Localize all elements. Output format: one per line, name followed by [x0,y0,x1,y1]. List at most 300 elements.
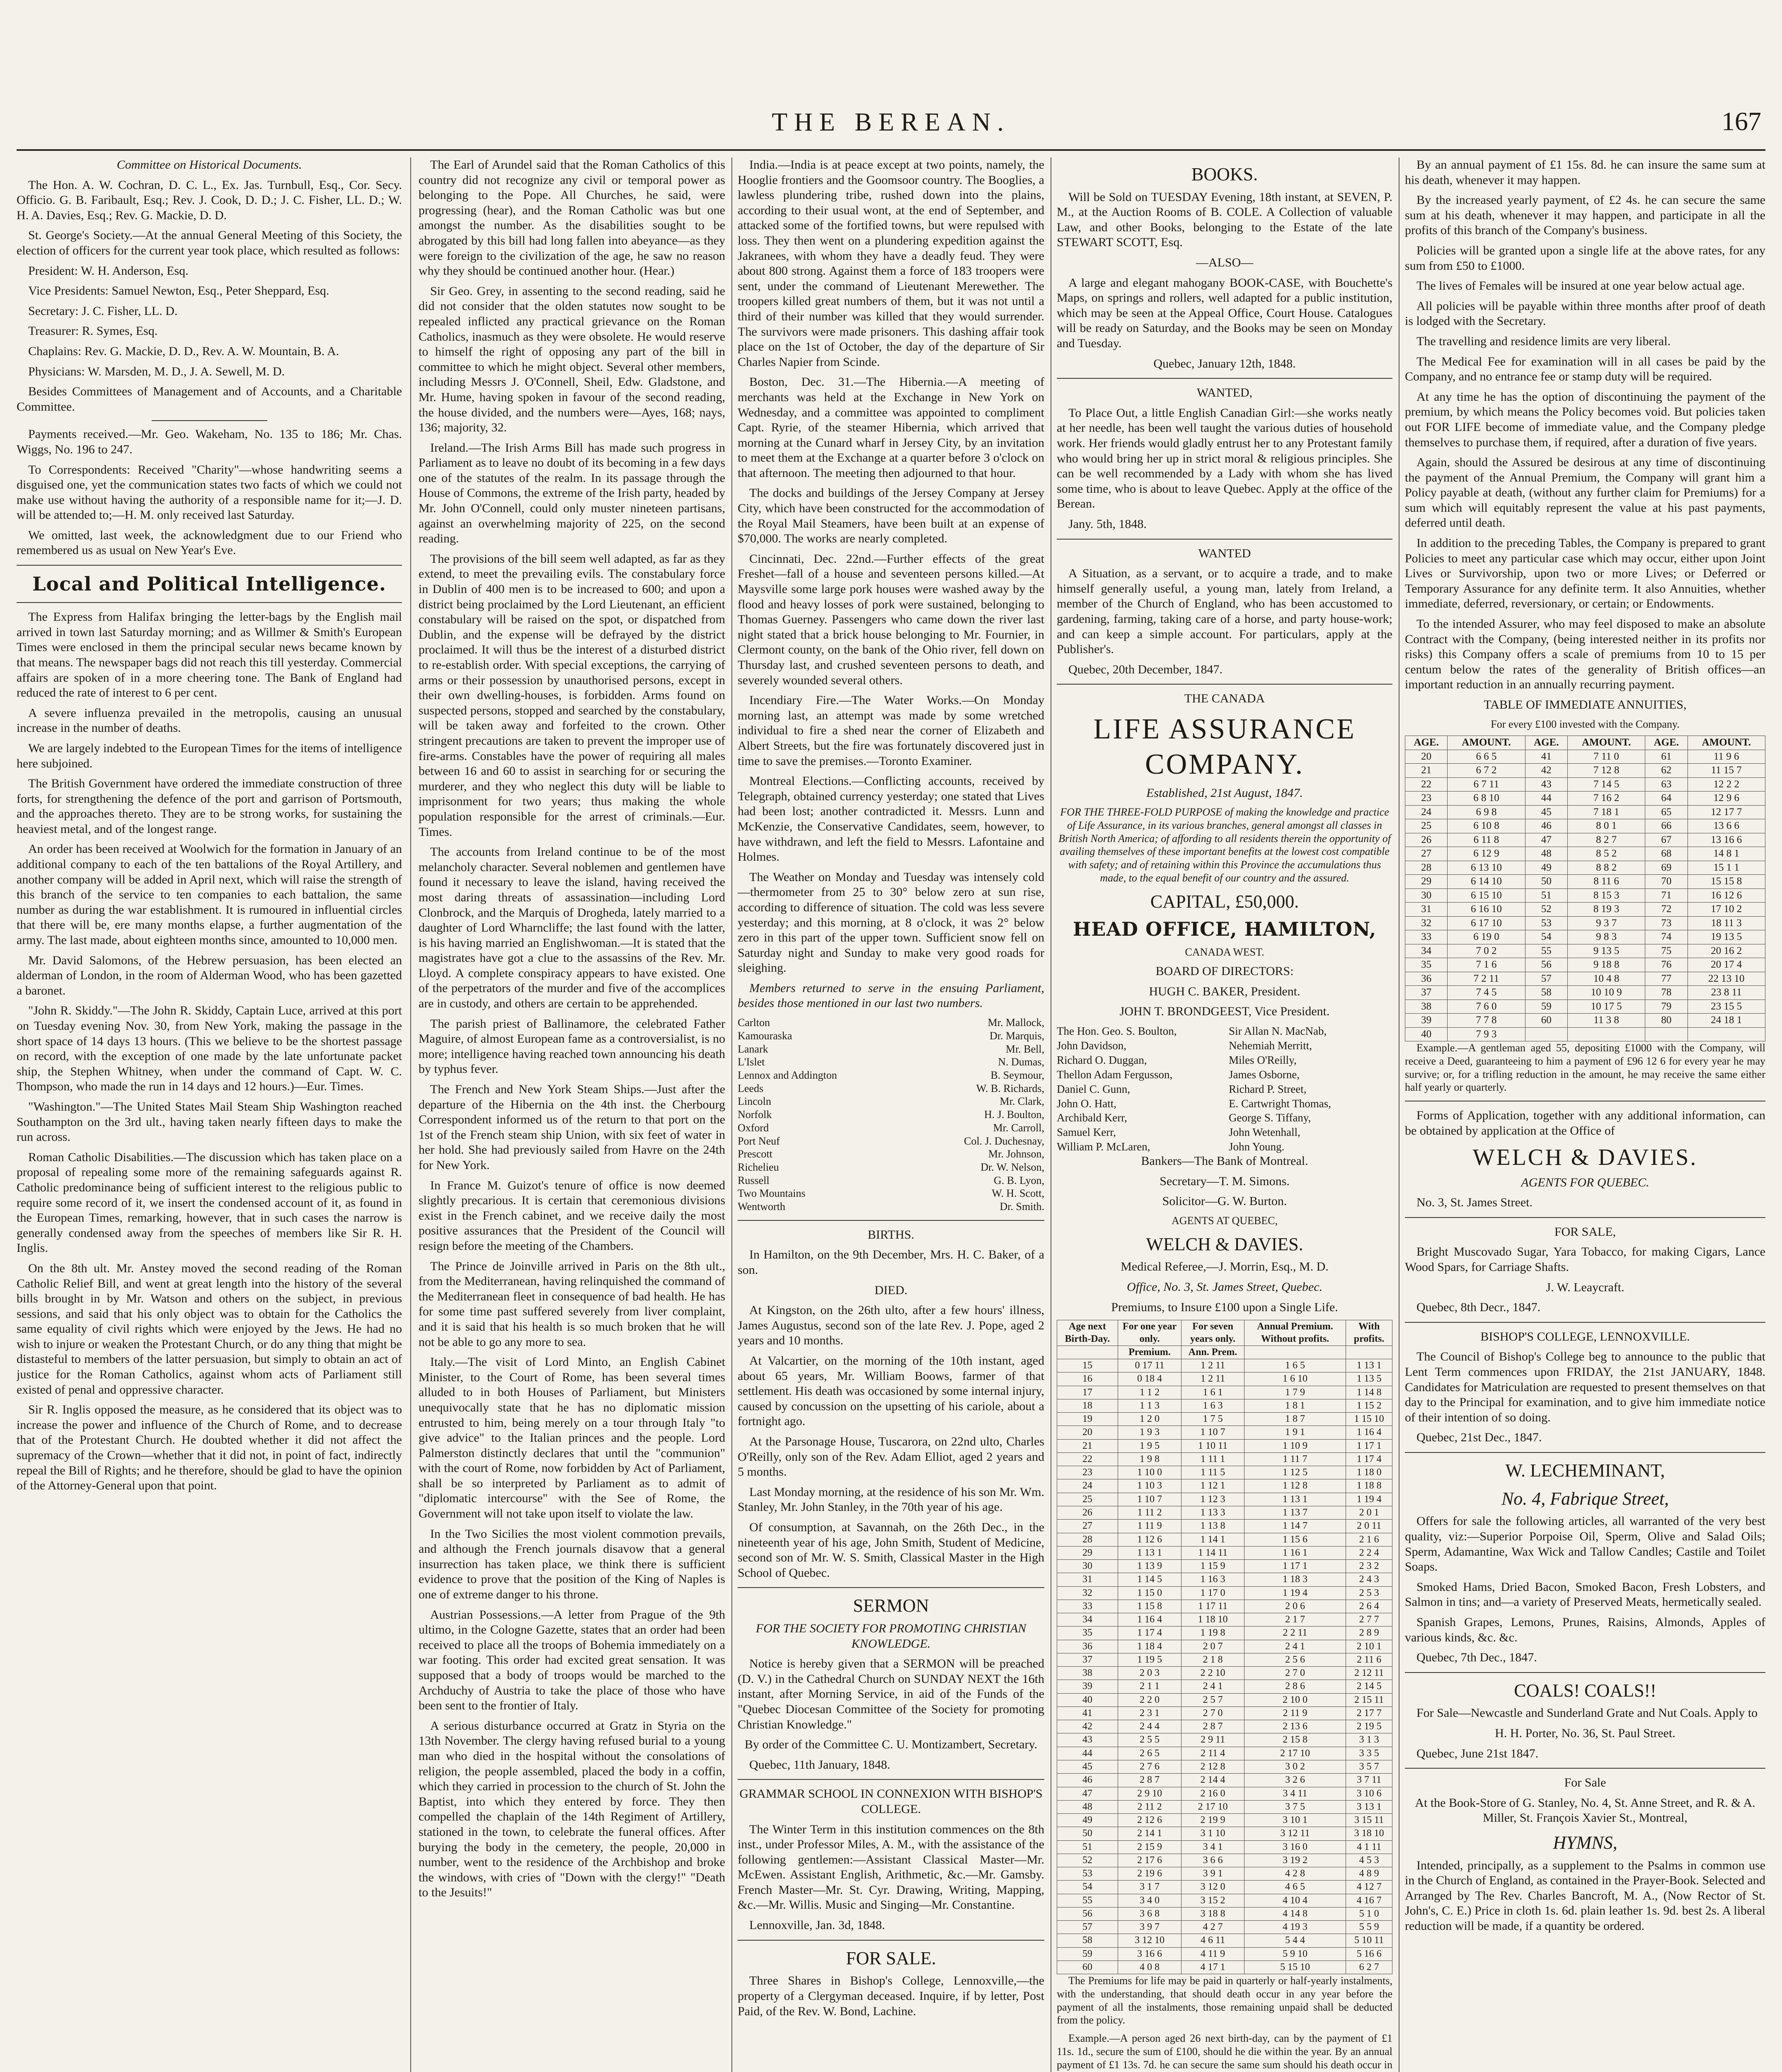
table-cell: 2 2 4 [1346,1546,1392,1559]
table-cell: 80 [1645,1014,1688,1028]
table-cell: 3 4 1 [1182,1840,1244,1854]
table-cell: 1 8 7 [1244,1413,1346,1426]
table-cell: 5 15 10 [1244,1961,1346,1974]
column-3 [738,157,1044,2072]
table-cell: 1 14 1 [1182,1533,1244,1546]
vice-president: JOHN T. BRONDGEEST, Vice President. [1119,1005,1330,1019]
table-cell: 2 13 6 [1244,1720,1346,1733]
director: James Osborne, [1229,1068,1300,1081]
table-cell: 3 2 6 [1244,1774,1346,1787]
table-cell: 49 [1057,1814,1118,1827]
table-cell: 3 18 8 [1182,1907,1244,1920]
table-cell: 3 12 11 [1244,1827,1346,1840]
member-row: Russell G. B. Lyon, [738,1174,1044,1186]
table-cell: 3 16 0 [1244,1840,1346,1854]
annuity-row [1405,1000,1765,1014]
table-cell: 2 0 6 [1244,1600,1346,1613]
table-subheader-row: Premium. Ann. Prem. [1057,1346,1392,1359]
table-cell: 70 [1645,875,1688,889]
table-cell: 2 7 0 [1244,1667,1346,1680]
table-cell: 39 [1057,1680,1118,1693]
table-cell: 4 6 11 [1182,1934,1244,1947]
grammar-school-text: The Winter Term in this institution commences on the 8th inst., under Professor Miles, A. M., with the assistance of the following gentlemen:—Assistant Classical Master—Mr. McEwen. Assistant English, Arithmetic, &c.—Mr. Gamsby. French Master—Mr. St. Cyr. Drawing, Writing, Mapping, &c.—Mr. Willis. Music and Singing—Mr. Constantine. [738,1822,1044,1912]
premium-row [1057,1921,1392,1934]
annuity-row [1405,819,1765,833]
table-cell: 41 [1057,1706,1118,1720]
table-cell: 17 [1057,1386,1118,1399]
table-cell: 1 17 4 [1346,1452,1392,1466]
table-cell: 2 5 6 [1244,1653,1346,1666]
premium-row [1057,1466,1392,1479]
annuity-row [1405,903,1765,917]
news-paragraph: Roman Catholic Disabilities.—The discussion which has taken place on a proposal of repealing some more of the remaining safeguards against R. Catholic predominance being of sufficient interest to the religious public to require some record of it, we insert the condensed account of it, as found in the European Times, remarking, however, that in such cases the narrow is generally condensed away from the speeches of members like Sir R. H. Inglis. [17,1150,402,1255]
premiums-title: Premiums, to Insure £100 upon a Single Life. [1111,1300,1338,1314]
table-cell: 3 12 10 [1118,1934,1182,1947]
member-row: Oxford Mr. Carroll, [738,1121,1044,1134]
table-cell: 78 [1645,986,1688,1000]
officer-line: Chaplains: Rev. G. Mackie, D. D., Rev. A. W. Mountain, B. A. [28,344,339,358]
table-cell: 67 [1645,833,1688,847]
grammar-school-heading: GRAMMAR SCHOOL IN CONNEXION WITH BISHOP'S COLLEGE. [739,1787,1043,1816]
table-cell: 59 [1525,1000,1567,1014]
premium-row [1057,1493,1392,1506]
table-cell: 1 9 1 [1244,1426,1346,1439]
table-cell: 2 11 6 [1346,1653,1392,1666]
table-cell: 1 13 3 [1182,1506,1244,1519]
table-cell: 1 13 1 [1346,1359,1392,1372]
solicitor: Solicitor—G. W. Burton. [1162,1194,1287,1208]
table-cell: 3 10 6 [1346,1787,1392,1800]
table-cell: 38 [1057,1667,1118,1680]
canada-label: THE CANADA [1184,692,1265,706]
table-cell: 20 17 4 [1688,958,1765,972]
table-cell: 7 1 6 [1448,958,1525,972]
books-also-text: A large and elegant mahogany BOOK-CASE, with Bouchette's Maps, on springs and rollers, well adapted for a public institution, which may be seen at the Appeal Office, Court House. Catalogues will be ready on Saturday, and the Books may be seen on Monday and Tuesday. [1057,276,1392,351]
table-cell: 1 9 3 [1118,1426,1182,1439]
table-cell: 1 16 3 [1182,1573,1244,1586]
table-cell: 4 8 9 [1346,1867,1392,1881]
bishops-college-heading: BISHOP'S COLLEGE, LENNOXVILLE. [1480,1329,1690,1343]
premium-row [1057,1520,1392,1533]
death-notice: Of consumption, at Savannah, on the 26th Dec., in the nineteenth year of his age, John Smith, Student of Medicine, second son of Mr. W. S. Smith, Classical Master in the High School of Quebec. [738,1520,1044,1580]
column-rule [410,157,411,2072]
table-cell: 12 2 2 [1688,777,1765,792]
table-cell: 3 6 8 [1118,1907,1182,1920]
table-cell: 2 4 3 [1346,1573,1392,1586]
table-cell: 29 [1405,875,1448,889]
premium-row [1057,1680,1392,1693]
table-cell: 3 15 2 [1182,1894,1244,1907]
director: Archibald Kerr, [1057,1111,1127,1124]
sale-text: Bright Muscovado Sugar, Yara Tobacco, for making Cigars, Lance Wood Spars, for Carriage Shafts. [1405,1245,1765,1274]
table-cell: 1 16 4 [1118,1613,1182,1627]
director: The Hon. Geo. S. Boulton, [1057,1024,1177,1037]
member-row: Carlton Mr. Mallock, [738,1017,1044,1029]
column-rule [731,157,732,2072]
table-cell: 1 10 7 [1182,1426,1244,1439]
director: Nehemiah Merritt, [1229,1039,1312,1052]
for-sale-heading: FOR SALE. [846,1948,936,1968]
premiums-note: The Premiums for life may be paid in quarterly or half-yearly instalments, with the understanding, that should death occur in any year before the payment of all the instalments, those remaining unpaid shall be deducted from the policy. [1057,1975,1392,2026]
table-cell: 74 [1645,930,1688,944]
member-row: L'Islet N. Dumas, [738,1056,1044,1068]
officer-line: Secretary: J. C. Fisher, LL. D. [28,304,178,318]
premium-row [1057,1372,1392,1386]
table-cell: 2 12 8 [1182,1760,1244,1774]
director: John Davidson, [1057,1039,1126,1052]
table-cell: 20 [1057,1426,1118,1439]
policy-paragraph: The lives of Females will be insured at one year below actual age. [1416,279,1745,293]
annuity-row [1405,986,1765,1000]
table-cell: 1 13 7 [1244,1506,1346,1519]
table-cell: 1 19 8 [1182,1627,1244,1640]
table-cell: 47 [1525,833,1567,847]
news-paragraph: On the 8th ult. Mr. Anstey moved the second reading of the Roman Catholic Relief Bill, and went at great length into the history of the several bills brought in by Mr. Watson and others on the subject, in previous sessions, and said that his only object was to obtain for the Catholics the same equality of civil rights which were enjoyed by the Jews. He had no wish to injure or weaken the Protestant Church, or do any thing that might be distasteful to members of the latter persuasion, but simply to obtain an act of justice for the Roman Catholics, against whom acts of Parliament still existed of penal and oppressive character. [17,1261,402,1397]
table-cell: 2 5 3 [1346,1586,1392,1600]
table-cell: 8 5 2 [1567,847,1645,861]
annuity-subtitle: For every £100 invested with the Company. [1491,718,1680,730]
table-cell: 7 14 5 [1567,777,1645,792]
table-cell: 1 6 5 [1244,1359,1346,1372]
table-cell: 31 [1057,1573,1118,1586]
table-cell: 13 16 6 [1688,833,1765,847]
divider [1405,1322,1765,1323]
divider [17,565,402,566]
member-row: Lanark Mr. Bell, [738,1043,1044,1055]
table-cell: 6 19 0 [1448,930,1525,944]
divider [738,1779,1044,1780]
board-heading: BOARD OF DIRECTORS: [1155,964,1294,978]
table-cell: 6 8 10 [1448,792,1525,806]
table-cell: 47 [1057,1787,1118,1800]
table-cell: 2 0 11 [1346,1520,1392,1533]
table-cell: 1 17 1 [1346,1439,1392,1452]
table-cell: 3 9 7 [1118,1921,1182,1934]
news-paragraph: The Express from Halifax bringing the letter-bags by the English mail arrived in town last Saturday morning; and as Willmer & Smith's European Times were enclosed in them the principal secular news became known by that means. The newspaper bags did not reach this till yesterday. Commercial affairs are spoken of in a more cheering tone. The Bank of England had reduced the rate of interest to 6 per cent. [17,610,402,700]
table-cell: 1 13 1 [1118,1546,1182,1559]
table-cell: 4 16 7 [1346,1894,1392,1907]
annuity-row [1405,1014,1765,1028]
table-cell: 1 18 8 [1346,1479,1392,1493]
medical-referee: Medical Referee,—J. Morrin, Esq., M. D. [1121,1260,1329,1274]
table-cell: 3 7 11 [1346,1774,1392,1787]
payments-received: Payments received.—Mr. Geo. Wakeham, No. 135 to 186; Mr. Chas. Wiggs, No. 196 to 247. [17,427,402,456]
table-cell: 1 6 1 [1182,1386,1244,1399]
table-cell: 23 [1405,792,1448,806]
table-cell: 7 4 5 [1448,986,1525,1000]
table-cell: 5 16 6 [1346,1947,1392,1961]
table-cell: 16 12 6 [1688,888,1765,903]
table-cell: 36 [1405,972,1448,986]
table-cell: 2 3 2 [1346,1560,1392,1573]
premium-row [1057,1733,1392,1747]
table-cell: 54 [1525,930,1567,944]
table-cell: 2 11 9 [1244,1706,1346,1720]
table-cell: 1 15 8 [1118,1600,1182,1613]
table-cell: 1 16 1 [1244,1546,1346,1559]
sermon-heading: SERMON [853,1595,929,1616]
table-cell: 3 3 5 [1346,1747,1392,1760]
table-cell: 7 6 0 [1448,1000,1525,1014]
table-cell: 46 [1525,819,1567,833]
table-cell: 6 11 8 [1448,833,1525,847]
premium-row [1057,1386,1392,1399]
news-paragraph: Cincinnati, Dec. 22nd.—Further effects of the great Freshet—fall of a house and seventeen persons killed.—At Maysville some large pork houses were washed away by the flood and heavy losses of pork were sustained, belonging to Thomas Guerney. Passengers who came down the river last night stated that a brick house belonging to Mr. Fournier, in Clermont county, on the bank of the Ohio river, fell down on Thursday last, and crushed seventeen persons to death, and severely wounded several others. [738,552,1044,687]
table-cell: 20 [1405,750,1448,764]
premium-row [1057,1693,1392,1706]
table-cell: 3 10 1 [1244,1814,1346,1827]
table-cell: 37 [1405,986,1448,1000]
column-2 [419,157,725,2072]
wanted-heading: WANTED [1198,546,1251,560]
table-cell: 1 14 7 [1244,1520,1346,1533]
member-row: Wentworth Dr. Smith. [738,1201,1044,1213]
table-cell: 2 10 1 [1346,1640,1392,1653]
table-cell: 55 [1057,1894,1118,1907]
member-row: Kamouraska Dr. Marquis, [738,1029,1044,1042]
premiums-example: Example.—A person aged 26 next birth-day, can by the payment of £1 11s. 1d., secure the sum of £100, should he die within the year. By an annual payment of £1 13s. 7d. he can secure the same sum should his death occur in [1057,2032,1392,2071]
premium-row [1057,1840,1392,1854]
table-cell: 6 13 10 [1448,861,1525,875]
annuity-example: Example.—A gentleman aged 55, depositing £1000 with the Company, will receive a Deed, guaranteeing to him a payment of £96 12 6 for every year he may survive; or, for a trifling reduction in the amount, he may receive the same either half yearly or quarterly. [1405,1042,1765,1094]
annuity-row [1405,930,1765,944]
table-cell: 15 15 8 [1688,875,1765,889]
news-paragraph: A severe influenza prevailed in the metropolis, causing an unusual increase in the number of deaths. [17,706,402,735]
table-cell: 1 17 0 [1182,1586,1244,1600]
director: Samuel Kerr, [1057,1126,1116,1139]
divider [152,420,267,421]
secretary: Secretary—T. M. Simons. [1160,1174,1290,1188]
table-cell: 3 4 11 [1244,1787,1346,1800]
table-cell: 1 11 1 [1182,1452,1244,1466]
member-row: Two Mountains W. H. Scott, [738,1187,1044,1200]
officers-list [17,264,402,380]
table-cell: 49 [1525,861,1567,875]
table-cell: 18 [1057,1399,1118,1412]
table-cell: 4 5 3 [1346,1854,1392,1867]
table-cell: 27 [1057,1520,1118,1533]
table-cell: 3 1 10 [1182,1827,1244,1840]
table-cell: 3 13 1 [1346,1800,1392,1813]
for-sale-heading: For Sale [1564,1776,1606,1790]
books-text: Will be Sold on TUESDAY Evening, 18th instant, at SEVEN, P. M., at the Auction Rooms of B. COLE. A Collection of valuable Law, and other Books, belonging to the Estate of the late STEWART SCOTT, Esq. [1057,190,1392,249]
table-cell: 2 2 10 [1182,1667,1244,1680]
table-cell: 3 15 11 [1346,1814,1392,1827]
table-cell: 30 [1405,888,1448,903]
newspaper-title: THE BEREAN. [772,108,1010,136]
table-cell: 9 8 3 [1567,930,1645,944]
officer-line: President: W. H. Anderson, Esq. [28,264,189,278]
director: Richard P. Street, [1229,1082,1307,1095]
table-cell: 4 19 3 [1244,1921,1346,1934]
table-cell: 1 13 9 [1118,1560,1182,1573]
table-cell: 58 [1057,1934,1118,1947]
annuities-table [1405,736,1765,1041]
news-paragraph: Sir R. Inglis opposed the measure, as he considered that its object was to increase the power and influence of the Church of Rome, and to decrease that of the Protestant Church. He doubted whether it did not affect the supremacy of the Crown—whether that it did not, in point of fact, indirectly repeal the Bill of Rights; and he therefore, should be glad to have the opinion of the Attorney-General upon that point. [17,1403,402,1493]
table-cell: 7 7 8 [1448,1014,1525,1028]
table-cell: 60 [1057,1961,1118,1974]
member-row: Lincoln Mr. Clark, [738,1095,1044,1108]
table-cell: 51 [1525,888,1567,903]
table-cell: 7 16 2 [1567,792,1645,806]
divider [738,1220,1044,1221]
director: John O. Hatt, [1057,1097,1116,1110]
table-cell: 10 10 9 [1567,986,1645,1000]
table-cell: 36 [1057,1640,1118,1653]
table-cell: 14 8 1 [1688,847,1765,861]
table-cell: 44 [1057,1747,1118,1760]
table-cell: 2 14 4 [1182,1774,1244,1787]
table-cell: 22 13 10 [1688,972,1765,986]
officer-line: Vice Presidents: Samuel Newton, Esq., Peter Sheppard, Esq. [28,284,329,298]
table-cell: 2 6 4 [1346,1600,1392,1613]
table-cell: 34 [1405,944,1448,958]
director: Sir Allan N. MacNab, [1229,1024,1327,1037]
divider [1405,1768,1765,1769]
premium-row [1057,1533,1392,1546]
table-cell: 6 6 5 [1448,750,1525,764]
table-cell: 1 14 11 [1182,1546,1244,1559]
premium-row [1057,1627,1392,1640]
policy-paragraph: In addition to the preceding Tables, the Company is prepared to grant Policies to meet any particular case which may occur, either upon Joint Lives or Survivorship, upon two or more Lives; or Deferred or Temporary Assurance for any definite term. It also Annuities, whether immediate, deferred, reversionary, or certain; or Endowments. [1405,536,1765,611]
table-cell: 5 5 9 [1346,1921,1392,1934]
wanted-text: A Situation, as a servant, or to acquire a trade, and to make himself generally useful, a young man, lately from Ireland, a member of the Church of England, who has been accustomed to gardening, farming, taking care of a horse, and party house-work; and can keep a simple account. For particulars, apply at the Publisher's. [1057,566,1392,656]
table-cell: 45 [1057,1760,1118,1774]
members-heading: Members returned to serve in the ensuing Parliament, besides those mentioned in our last two numbers. [738,981,1044,1010]
lecheminant-address: No. 4, Fabrique Street, [1501,1488,1669,1509]
premium-row [1057,1867,1392,1881]
table-cell: 1 16 4 [1346,1426,1392,1439]
news-paragraph: The docks and buildings of the Jersey Company at Jersey City, which have been constructed for the accommodation of the Royal Mail Steamers, have been built at an expense of $70,000. The works are nearly completed. [738,486,1044,546]
for-sale-text: Three Shares in Bishop's College, Lennoxville,—the property of a Clergyman deceased. Inquire, if by letter, Post Paid, of the Rev. W. Bond, Lachine. [738,1974,1044,2018]
table-cell: 33 [1405,930,1448,944]
table-cell: 2 8 7 [1118,1774,1182,1787]
table-cell [1567,1027,1645,1041]
section-heading: Local and Political Intelligence. [32,573,386,595]
books-date: Quebec, January 12th, 1848. [1153,356,1296,370]
also-label: —ALSO— [1196,256,1254,270]
table-cell: 48 [1057,1800,1118,1813]
death-notice: At Kingston, on the 26th ulto, after a few hours' illness, James Augustus, second son of the late Rev. J. Pope, aged 2 years and 10 months. [738,1303,1044,1348]
annuity-row [1405,944,1765,958]
premium-row [1057,1720,1392,1733]
table-cell: 2 7 6 [1118,1760,1182,1774]
table-cell: 3 1 3 [1346,1733,1392,1747]
annuity-row [1405,777,1765,792]
hymns-heading: HYMNS, [1553,1832,1617,1853]
head-office: HEAD OFFICE, HAMILTON, [1073,918,1377,941]
policy-paragraph: The Medical Fee for examination will in all cases be paid by the Company, and no entrance fee or stamp duty will be required. [1405,354,1765,384]
annuity-row [1405,888,1765,903]
table-cell: 21 [1057,1439,1118,1452]
table-cell: 23 15 5 [1688,1000,1765,1014]
table-cell: 10 4 8 [1567,972,1645,986]
table-cell: 31 [1405,903,1448,917]
bishops-college-date: Quebec, 21st Dec., 1847. [1416,1431,1542,1445]
table-cell: 5 4 4 [1244,1934,1346,1947]
canada-west: CANADA WEST. [1185,946,1264,959]
table-cell: 2 14 5 [1346,1680,1392,1693]
table-cell: 7 9 3 [1448,1027,1525,1041]
policy-paragraph: Again, should the Assured be desirous at any time of discontinuing the payment of the Annual Premium, the Company will grant him a Policy payable at death, (without any further claim for Premiums) for a sum which will equitably represent the value at his past payments, deferred until death. [1405,455,1765,530]
news-paragraph: Boston, Dec. 31.—The Hibernia.—A meeting of merchants was held at the Exchange in New York on Wednesday, and a committee was appointed to compliment Capt. Ryrie, of the steamer Hibernia, which arrived that morning at the Cunard wharf in Jersey City, by an invitation to meet them at the Exchange at a quarter before 3 o'clock on that afternoon. The meeting then adjourned to that hour. [738,375,1044,480]
annuity-row [1405,792,1765,806]
table-cell: 1 17 4 [1118,1627,1182,1640]
premium-row [1057,1586,1392,1600]
member-row: Richelieu Dr. W. Nelson, [738,1161,1044,1173]
table-cell: 4 0 8 [1118,1961,1182,1974]
death-notice: At Valcartier, on the morning of the 10th instant, aged about 65 years, Mr. William Boows, farmer of that settlement. His death was occasioned by some internal injury, caused by concussion on the upsetting of his cariole, about a fortnight ago. [738,1354,1044,1428]
table-cell: 69 [1645,861,1688,875]
agents-for-quebec: AGENTS FOR QUEBEC. [1521,1175,1649,1189]
premium-row [1057,1426,1392,1439]
premium-row [1057,1706,1392,1720]
table-cell: 3 0 2 [1244,1760,1346,1774]
welch-davies: WELCH & DAVIES. [1146,1234,1303,1254]
table-cell: 37 [1057,1653,1118,1666]
premium-row [1057,1413,1392,1426]
coals-text: For Sale—Newcastle and Sunderland Grate and Nut Coals. Apply to [1416,1706,1758,1720]
table-cell: 1 11 2 [1118,1506,1182,1519]
annuity-row [1405,958,1765,972]
table-cell: 54 [1057,1881,1118,1894]
table-cell: 55 [1525,944,1567,958]
table-cell: 6 2 7 [1346,1961,1392,1974]
table-cell: 45 [1525,805,1567,819]
table-cell: 2 8 7 [1182,1720,1244,1733]
table-cell: 18 11 3 [1688,916,1765,930]
table-cell: 8 2 7 [1567,833,1645,847]
table-cell: 11 15 7 [1688,764,1765,778]
policy-paragraph: Policies will be granted upon a single life at the above rates, for any sum from £50 to £1000. [1405,243,1765,273]
table-cell: 1 11 9 [1118,1520,1182,1533]
table-cell: 1 7 5 [1182,1413,1244,1426]
table-cell [1688,1027,1765,1041]
annuity-row [1405,972,1765,986]
premium-row [1057,1452,1392,1466]
table-cell: 2 1 6 [1346,1533,1392,1546]
premium-row [1057,1907,1392,1920]
table-cell: 8 0 1 [1567,819,1645,833]
annuity-row [1405,750,1765,764]
for-sale-text: At the Book-Store of G. Stanley, No. 4, St. Anne Street, and R. & A. Miller, St. François Xavier St., Montreal, [1415,1796,1755,1825]
table-cell: 2 17 6 [1118,1854,1182,1867]
company-purpose: FOR THE THREE-FOLD PURPOSE of making the knowledge and practice of Life Assurance, in its various branches, general amongst all classes in British North America; of affording to all residents therein the opportunity of availing themselves of these important benefits at the lowest cost compatible with safety; and of retaining within this Province the accumulations thus made, to the equal benefit of our country and the assured. [1058,806,1391,884]
table-cell: 2 4 4 [1118,1720,1182,1733]
table-cell: 6 9 8 [1448,805,1525,819]
table-cell: 44 [1525,792,1567,806]
coals-heading: COALS! COALS!! [1514,1680,1656,1701]
premium-row [1057,1854,1392,1867]
table-cell: 1 15 6 [1244,1533,1346,1546]
table-cell: 4 10 4 [1244,1894,1346,1907]
table-cell: 2 6 5 [1118,1747,1182,1760]
news-paragraph: Sir Geo. Grey, in assenting to the second reading, said he did not consider that the olden statutes now sought to be repealed inflicted any practical grievance on the Roman Catholics, inasmuch as they were obsolete. He would reserve to himself the right of opposing any part of the bill in committee to which he might object. Several other members, including Messrs J. O'Connell, Sheil, Edw. Gladstone, and Mr. Hume, having spoken in favour of the second reading, the house divided, and the numbers were—Ayes, 168; nays, 136; majority, 32. [419,284,725,435]
table-cell: 2 4 1 [1244,1640,1346,1653]
table-cell: 3 1 7 [1118,1881,1182,1894]
table-cell: 1 10 11 [1182,1439,1244,1452]
wanted-date: Quebec, 20th December, 1847. [1068,662,1223,676]
lecheminant-and: Spanish Grapes, Lemons, Prunes, Raisins, Almonds, Apples of various kinds, &c. &c. [1405,1615,1765,1644]
table-cell: 42 [1525,764,1567,778]
table-cell: 76 [1645,958,1688,972]
premium-row [1057,1439,1392,1452]
premium-row [1057,1506,1392,1519]
table-cell: 26 [1057,1506,1118,1519]
capital: CAPITAL, £50,000. [1150,891,1299,912]
established-date: Established, 21st August, 1847. [1146,786,1303,800]
table-cell: 59 [1057,1947,1118,1961]
